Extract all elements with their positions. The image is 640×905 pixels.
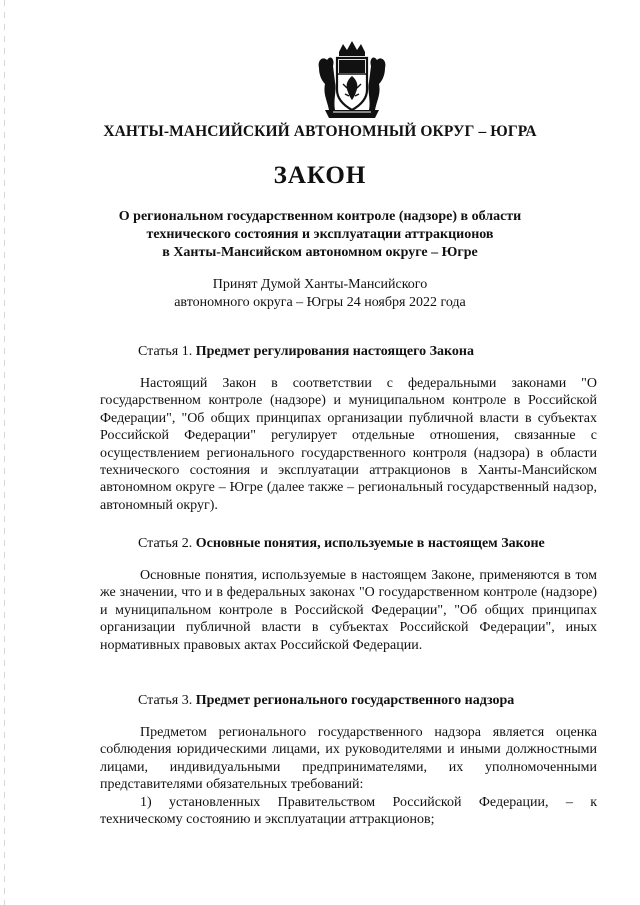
- adoption-info: [0, 276, 640, 312]
- coat-of-arms-icon: [313, 38, 391, 122]
- law-title-line: О региональном государственном контроле (надзоре) в области: [118, 209, 522, 224]
- article-number: Статья 2.: [138, 536, 196, 551]
- article-2-text: Основные понятия, используемые в настоящем Законе, применяются в том же значении, что и в федеральных законах "О государственном контроле (надзоре) и муниципальном контроле в Российской Федерации", "Об общих принципах организации публичной власти в субъектах Российской Федерации", иных нормативных правовых актах Российской Федерации.: [100, 568, 597, 653]
- adoption-line: Принят Думой Ханты-Мансийского: [212, 277, 428, 292]
- article-3-text: Предметом регионального государственного надзора является оценка соблюдения юридическими лицами, их руководителями и иными должностными лицами, индивидуальными предпринимателями, их уполномоченными представителями обязательных требований:: [100, 725, 597, 793]
- document-type: ЗАКОН: [273, 162, 367, 189]
- article-3-heading: [138, 693, 514, 709]
- article-title: Предмет регионального государственного надзора: [195, 693, 515, 708]
- law-title: [0, 208, 640, 262]
- region-name: ХАНТЫ-МАНСИЙСКИЙ АВТОНОМНЫЙ ОКРУГ – ЮГРА: [103, 123, 537, 140]
- article-title: Предмет регулирования настоящего Закона: [195, 344, 474, 359]
- article-number: Статья 1.: [138, 344, 196, 359]
- article-3-item-1: 1) установленных Правительством Российской Федерации, – к техническому состоянию и эксплуатации аттракционов;: [100, 795, 597, 828]
- law-title-line: технического состояния и эксплуатации аттракционов: [146, 227, 494, 242]
- article-1-heading: [138, 344, 474, 360]
- article-title: Основные понятия, используемые в настоящем Законе: [195, 536, 545, 551]
- article-2-heading: [138, 536, 545, 552]
- adoption-line: автономного округа – Югры 24 ноября 2022 года: [174, 295, 466, 310]
- article-1-text: Настоящий Закон в соответствии с федеральными законами "О государственном контроле (надзоре) и муниципальном контроле в Российской Федерации", "Об общих принципах организации публичной власти в субъектах Российской Федерации" регулирует отдельные отношения, связанные с осуществлением регионального государственного контроля (надзора) в области технического состояния и эксплуатации аттракционов в Ханты-Мансийском автономном округе – Югре (далее также – региональный государственный надзор, автономный округ).: [100, 376, 597, 513]
- article-number: Статья 3.: [138, 693, 196, 708]
- law-title-line: в Ханты-Мансийском автономном округе – Югре: [162, 245, 478, 260]
